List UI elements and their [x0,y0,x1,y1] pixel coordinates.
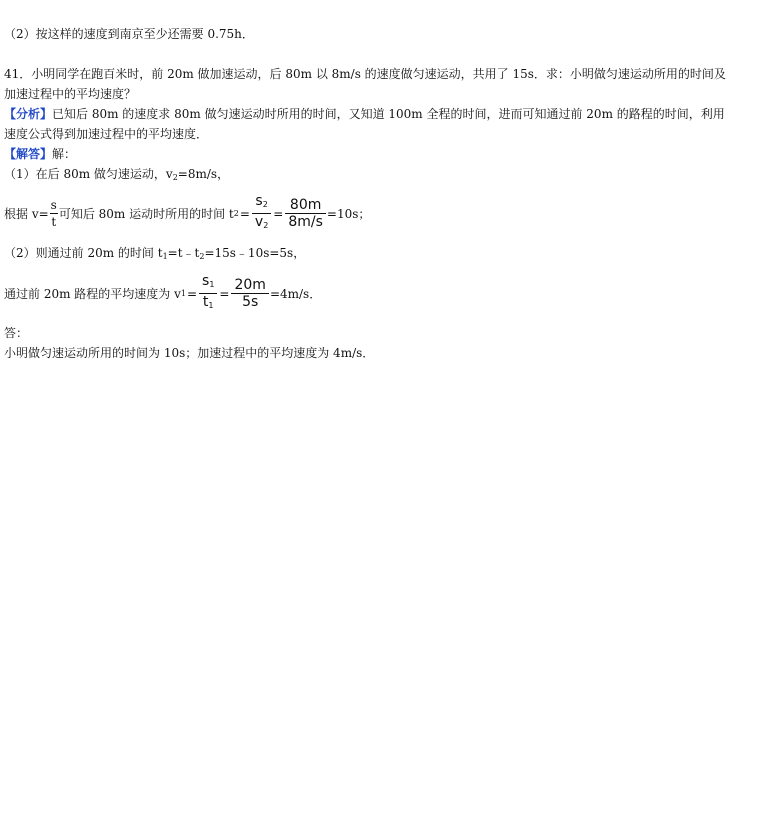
speed-numeric-numerator: 20m [231,277,268,294]
speed-symbolic-den-letter: t [202,294,209,310]
step1-tail: =8m/s， [177,167,230,181]
step1b-mid: 可知后 80m 运动时所用的时间 t [58,207,234,221]
answer-label: 答： [4,326,29,340]
step2b-result: =4m/s． [269,287,322,301]
velocity-formula-fraction [50,197,58,230]
step1b-t-subscript: 2 [233,209,239,218]
analysis-text-2: 速度公式得到加速过程中的平均速度． [4,127,209,141]
speed-symbolic-den-sub: 1 [208,301,214,310]
step1b-equals: = [239,206,250,221]
time-symbolic-num-sub: 2 [262,200,268,209]
step2-line [4,245,305,265]
step2b-prefix: 通过前 20m 路程的平均速度为 v [4,287,181,301]
step2b-v-subscript: 1 [180,289,186,298]
time-symbolic-fraction [252,193,271,234]
question-text-1: 41．小明同学在跑百米时，前 20m 做加速运动，后 80m 以 8m/s 的速度做匀速运动，共用了 15s．求：小明做匀速运动所用的时间及 [4,67,726,81]
time-numeric-denominator: 8m/s [288,214,323,230]
step2-sub-1: 1 [162,252,168,261]
time-symbolic-denominator [252,214,271,234]
velocity-formula-numerator: s [50,198,57,212]
analysis-line-1 [4,106,725,122]
step2b-equals-2: = [219,286,230,301]
step1-line [4,166,229,186]
time-symbolic-den-sub: 2 [263,221,269,230]
analysis-text-1: 已知后 80m 的速度求 80m 做匀速运动时所用的时间，又知道 100m 全程的时间，进而可知通过前 20m 的路程的时间，利用 [52,107,725,121]
step2-text-b: =t﹣t [167,246,200,260]
time-symbolic-num-letter: s [255,193,263,209]
answer-line [4,345,374,361]
speed-symbolic-fraction [199,273,217,314]
speed-symbolic-num-letter: s [202,273,210,289]
step2-text-a: （2）则通过前 20m 的时间 t [4,246,163,260]
solution-tag: 【解答】 [4,147,53,161]
step1-formula-line [4,193,370,234]
step2-formula-line [4,273,321,314]
step1b-equals-2: = [273,206,284,221]
speed-numeric-fraction [231,277,268,310]
solution-intro: 解： [52,147,77,161]
step1b-result: =10s； [326,207,371,221]
step2-text-c: =15s﹣10s=5s， [204,246,306,260]
time-numeric-fraction [285,197,326,230]
time-symbolic-den-letter: v [254,214,264,230]
velocity-formula-denominator: t [51,215,57,229]
question-line-2 [4,86,136,102]
speed-numeric-denominator: 5s [242,294,259,310]
step2-sub-2: 2 [199,252,205,261]
analysis-tag: 【分析】 [4,107,53,121]
step2b-equals: = [186,286,198,301]
speed-symbolic-num-sub: 1 [209,280,215,289]
time-numeric-numerator: 80m [285,197,326,214]
step1-text: （1）在后 80m 做匀速运动，v [4,167,173,181]
answer-label-line [4,325,28,341]
step1b-prefix: 根据 v= [4,207,49,221]
step1-subscript: 2 [172,173,178,182]
question-line-1 [4,66,726,82]
analysis-line-2 [4,126,208,142]
speed-symbolic-numerator [199,273,217,294]
solution-header-line [4,146,76,162]
question-text-2: 加速过程中的平均速度？ [4,87,137,101]
previous-answer-text: （2）按这样的速度到南京至少还需要 0.75h． [4,27,254,41]
time-symbolic-numerator [252,193,271,214]
answer-text: 小明做匀速运动所用的时间为 10s；加速过程中的平均速度为 4m/s． [4,346,375,360]
speed-symbolic-denominator [199,294,217,314]
previous-answer-line [4,26,254,42]
